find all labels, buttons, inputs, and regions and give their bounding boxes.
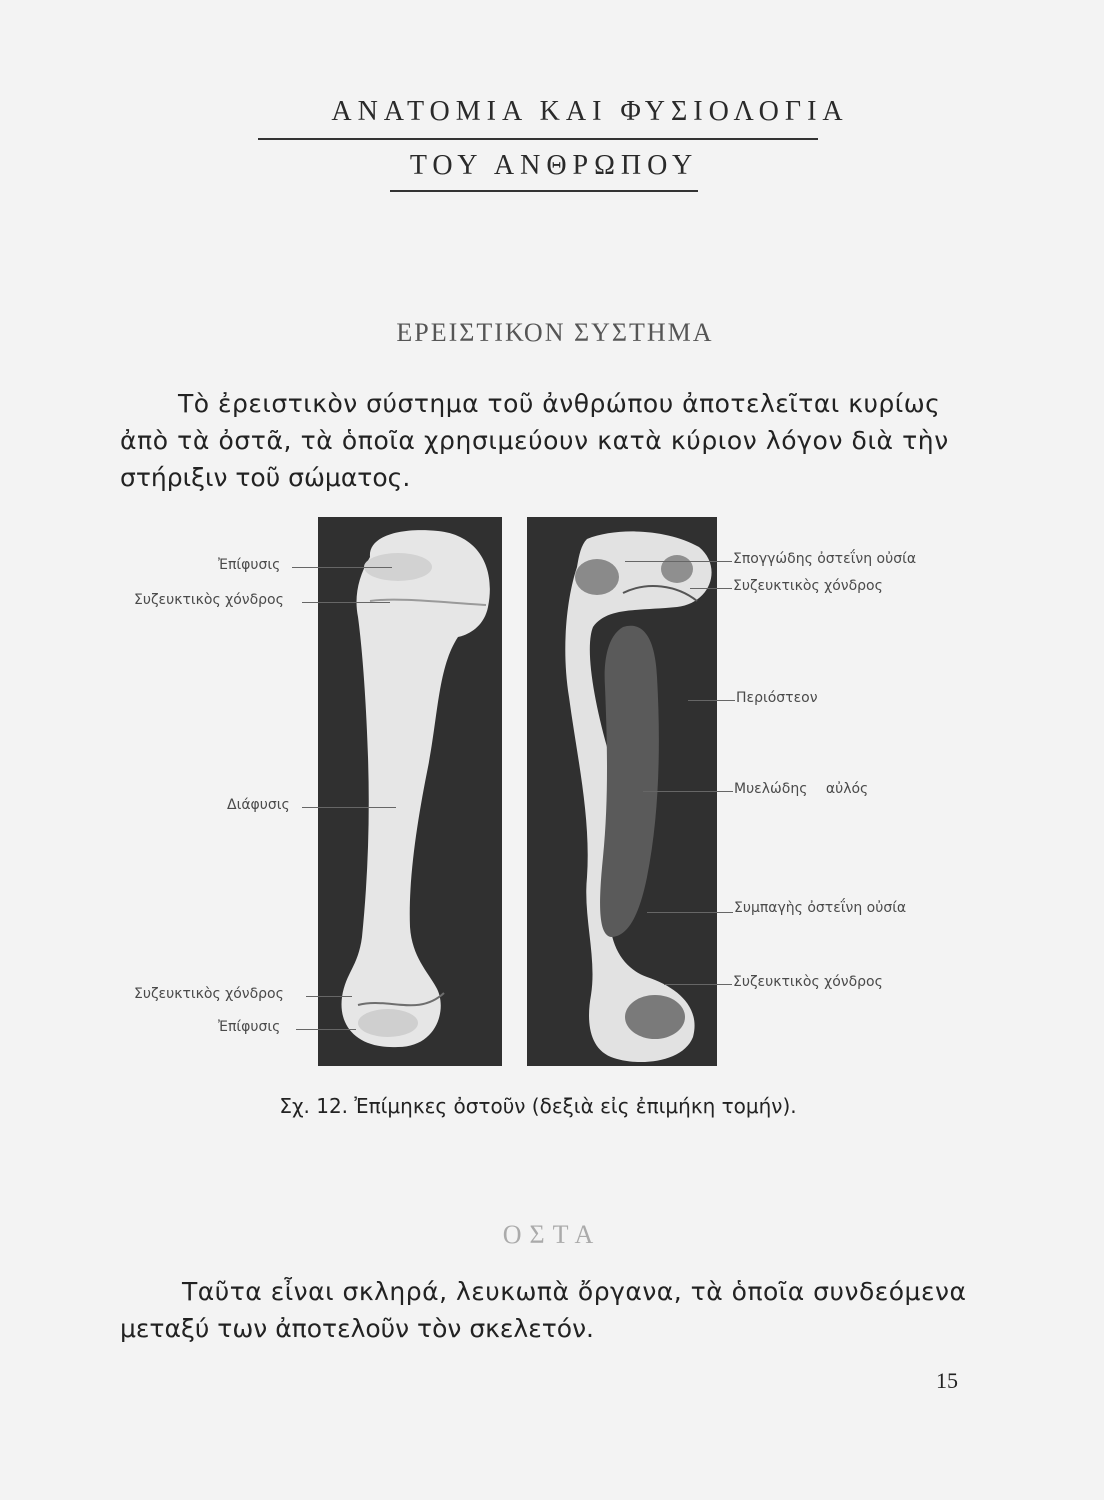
label-marrow-canal: Μυελώδης αὐλός [734,781,869,797]
paragraph-line-2: ἀπὸ τὰ ὀστᾶ, τὰ ὁποῖα χρησιμεύουν κατὰ κύριον λόγον διὰ τὴν [120,426,949,455]
running-title-line1: ΑΝΑΤΟΜΙΑ ΚΑΙ ΦΥΣΙΟΛΟΓΙΑ [331,96,849,127]
leader-cartilage-top-left [302,602,390,603]
title-rule-1 [258,138,818,140]
title-rule-2 [390,190,698,192]
leader-diaphysis [302,807,396,808]
label-periosteum: Περιόστεον [736,690,818,706]
leader-cartilage-top-right [690,588,732,589]
leader-epiphysis-top [292,567,392,568]
label-epiphysis-bottom: Ἐπίφυσις [218,1019,281,1035]
leader-cartilage-bottom-right [664,984,732,985]
label-cartilage-bottom-left: Συζευκτικὸς χόνδρος [134,986,284,1002]
label-spongy-bone: Σπογγώδης ὀστεΐνη οὐσία [733,551,917,567]
paragraph-line-1: Τὸ ἐρειστικὸν σύστημα τοῦ ἀνθρώπου ἀποτελεῖται κυρίως [178,389,941,418]
label-cartilage-bottom-right: Συζευκτικὸς χόνδρος [733,974,883,990]
bone-photo-external [318,517,502,1066]
label-diaphysis: Διάφυσις [227,797,290,813]
running-title-line2: ΤΟΥ ΑΝΘΡΩΠΟΥ [409,150,699,181]
bone-external-illustration [318,517,502,1066]
label-cartilage-top-left: Συζευκτικὸς χόνδρος [134,592,284,608]
leader-cartilage-bottom-left [306,996,352,997]
label-epiphysis-top: Ἐπίφυσις [218,557,281,573]
leader-spongy [625,561,732,562]
figure-caption: Σχ. 12. Ἐπίμηκες ὀστοῦν (δεξιὰ εἰς ἐπιμήκη τομήν). [279,1094,797,1118]
label-compact-bone: Συμπαγὴς ὀστεΐνη οὐσία [734,900,907,916]
leader-compact [647,912,733,913]
paragraph2-line-1: Ταῦτα εἶναι σκληρά, λευκωπὰ ὄργανα, τὰ ὁποῖα συνδεόμενα [182,1277,967,1306]
paragraph-line-3: στήριξιν τοῦ σώματος. [120,463,411,492]
section-title-skeletal-system: ΕΡΕΙΣΤΙΚΟΝ ΣΥΣΤΗΜΑ [396,318,714,347]
label-cartilage-top-right: Συζευκτικὸς χόνδρος [733,578,883,594]
section-title-bones: ΟΣΤΑ [502,1220,602,1249]
leader-marrow [643,791,733,792]
leader-periosteum [688,700,735,701]
paragraph2-line-2: μεταξύ των ἀποτελοῦν τὸν σκελετόν. [120,1314,594,1343]
page-number: 15 [936,1368,958,1393]
leader-epiphysis-bottom [296,1029,356,1030]
